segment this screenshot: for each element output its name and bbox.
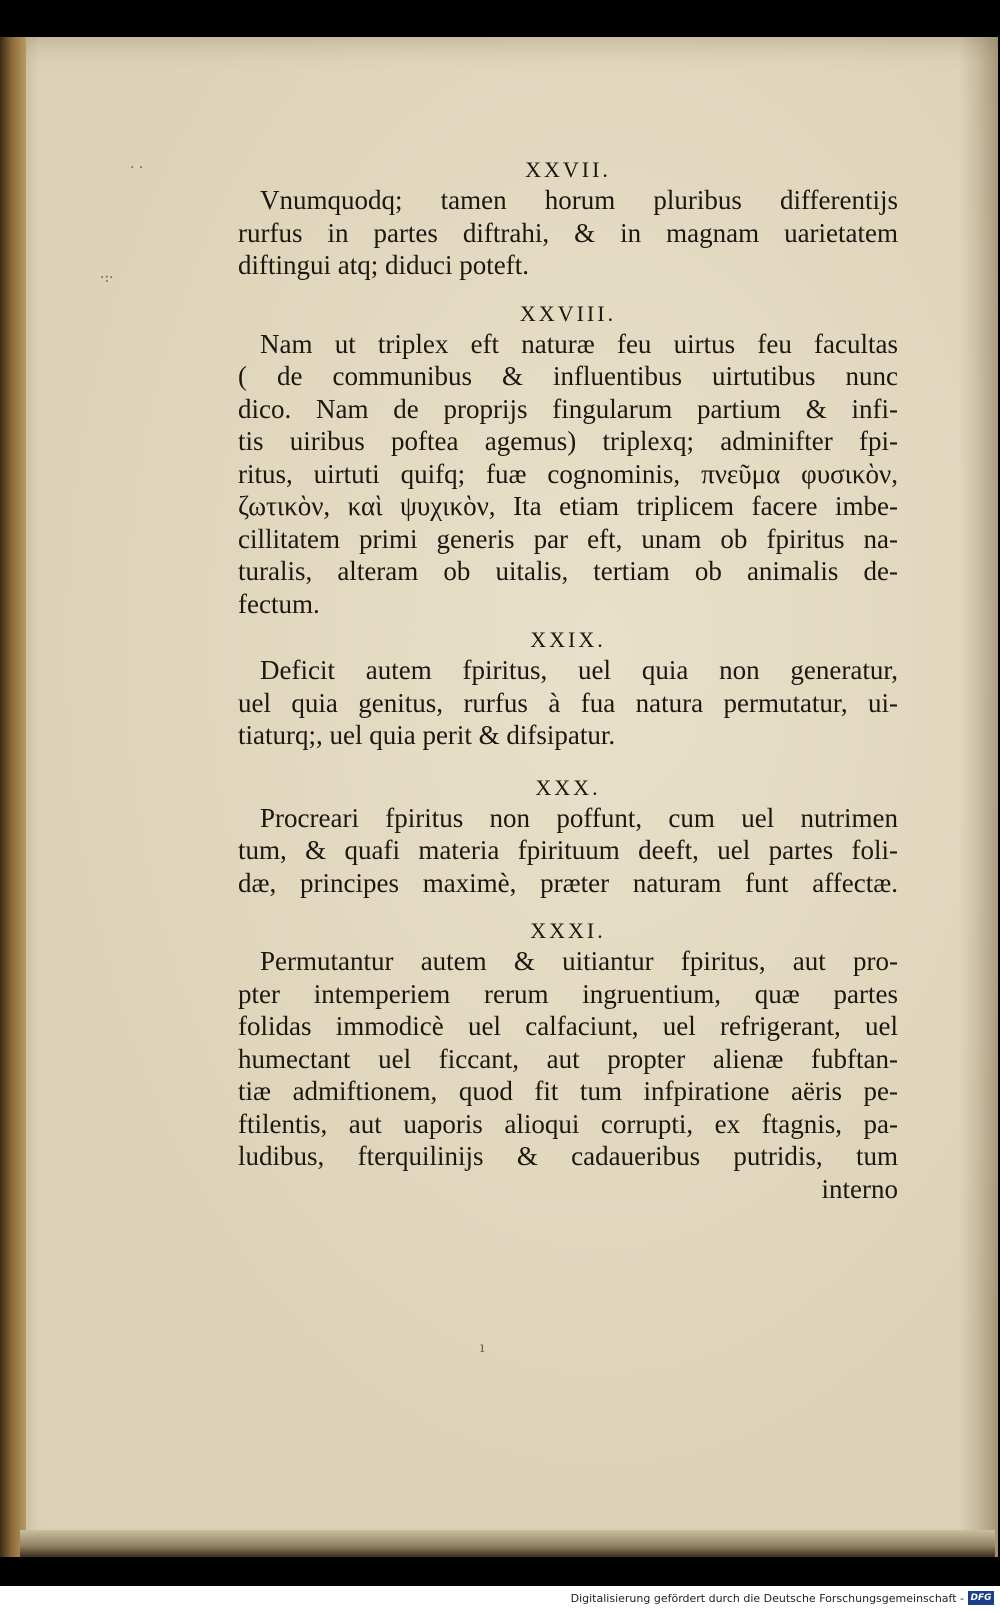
text-line: dico. Nam de proprijs fingularum partium & infi- [238, 393, 898, 424]
text-line: Deficit autem fpiritus, uel quia non generatur, [260, 655, 898, 685]
text-line: rurfus in partes diftrahi, & in magnam uarietatem [238, 217, 898, 248]
text-line: Permutantur autem & uitiantur fpiritus, aut pro- [260, 946, 898, 976]
text-line: ftilentis, aut uaporis alioqui corrupti, ex ftagnis, pa- [238, 1108, 898, 1139]
text-line: tiaturq;, uel quia perit & difsipatur. [238, 720, 616, 750]
text-line: Nam ut triplex eft naturæ feu uirtus feu facultas [260, 328, 898, 359]
page-text [238, 150, 898, 1205]
section-heading: XXVIII. [519, 300, 617, 326]
text-line: ζωτικὸν, καὶ ψυχικὸν, Ita etiam triplicem facere imbe- [238, 491, 898, 521]
section-paragraph [238, 945, 898, 1205]
text-line: humectant uel ficcant, aut propter alienæ fubftan- [238, 1043, 898, 1074]
text-line: cillitatem primi generis par eft, unam ob fpiritus na- [238, 523, 898, 554]
section-paragraph [238, 654, 898, 752]
section-paragraph [238, 184, 898, 282]
section-31 [238, 911, 898, 1205]
section-paragraph [238, 802, 898, 900]
margin-specks: ı [480, 1340, 485, 1356]
text-line: diftingui atq; diduci poteft. [238, 250, 529, 280]
text-line: pter intemperiem rerum ingruentium, quæ partes [238, 978, 898, 1009]
text-line: tiæ admiftionem, quod fit tum infpiratione aëris pe- [238, 1076, 898, 1106]
margin-specks: ·:· [100, 270, 114, 286]
text-line: tis uiribus poftea agemus) triplexq; adminifter fpi- [238, 426, 898, 456]
text-line: Vnumquodq; tamen horum pluribus differentijs [260, 185, 898, 215]
section-27 [238, 150, 898, 282]
section-heading: XXX. [535, 774, 601, 800]
book-spine [0, 37, 26, 1557]
text-line: folidas immodicè uel calfaciunt, uel refrigerant, uel [238, 1011, 898, 1041]
text-line: tum, & quafi materia fpirituum deeft, uel partes foli- [238, 835, 898, 865]
section-heading: XXIX. [530, 627, 606, 652]
catchword: interno [821, 1173, 898, 1204]
section-heading: XXXI. [530, 918, 606, 943]
text-line: dæ, principes maximè, præter naturam funt affectæ. [238, 867, 898, 898]
digitization-footer [0, 1586, 1000, 1613]
text-line: ritus, uirtuti quifq; fuæ cognominis, πνεῦμα φυσικὸν, [238, 458, 898, 489]
section-heading: XXVII. [525, 157, 611, 182]
margin-specks: · · [130, 160, 144, 176]
text-line: fectum. [238, 588, 320, 619]
text-line: ludibus, fterquilinijs & cadaueribus putridis, tum [238, 1141, 898, 1171]
text-line: ( de communibus & influentibus uirtutibus nunc [238, 361, 898, 391]
section-29 [238, 620, 898, 752]
section-paragraph [238, 328, 898, 621]
page-bottom-edge [20, 1530, 995, 1557]
section-28 [238, 294, 898, 621]
section-30 [238, 768, 898, 900]
text-line: uel quia genitus, rurfus à fua natura permutatur, ui- [238, 687, 898, 718]
footer-credit: Digitalisierung gefördert durch die Deutsche Forschungsgemeinschaft - [570, 1592, 964, 1605]
text-line: Procreari fpiritus non poffunt, cum uel nutrimen [260, 802, 898, 833]
dfg-logo-icon: DFG [968, 1591, 994, 1605]
text-line: turalis, alteram ob uitalis, tertiam ob animalis de- [238, 556, 898, 586]
